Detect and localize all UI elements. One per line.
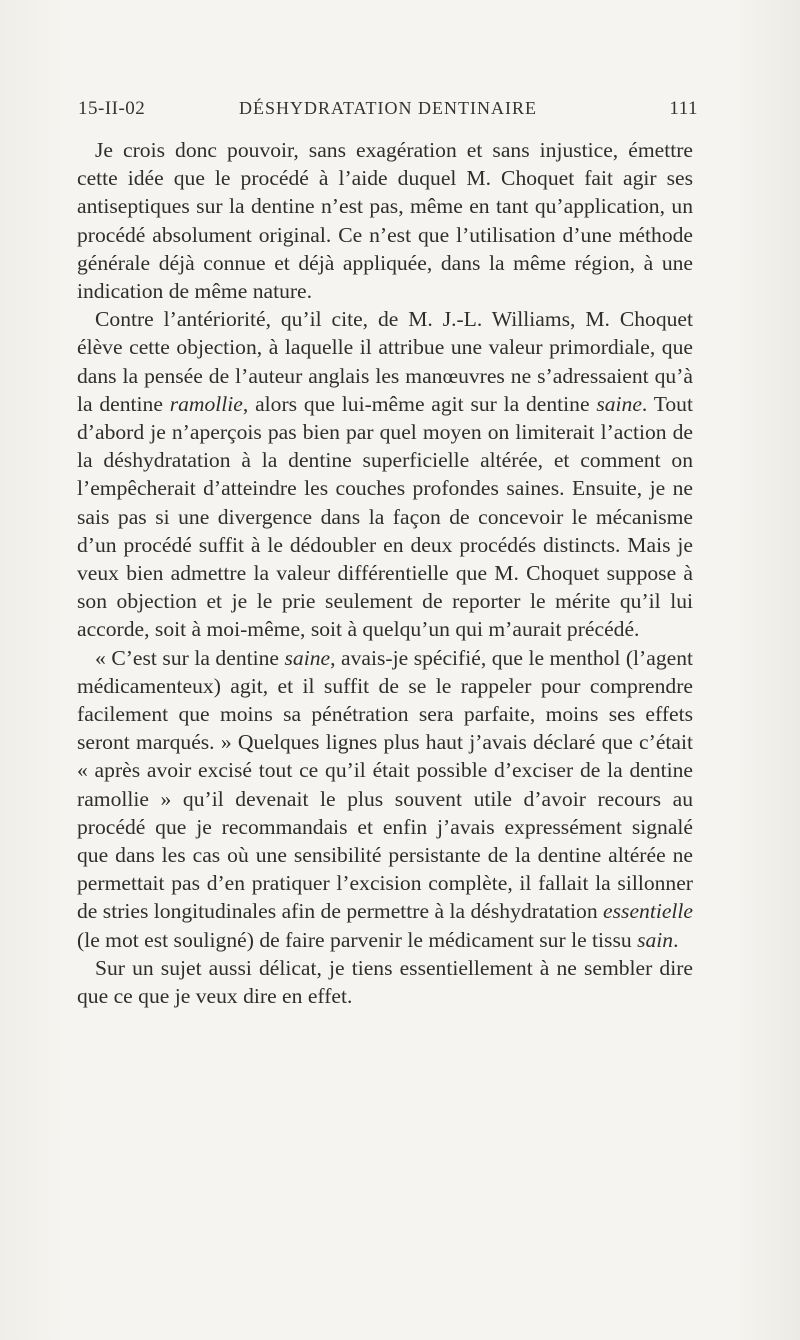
- paragraph-1: [77, 136, 693, 305]
- paragraph-3-text-4: .: [673, 927, 679, 952]
- running-head-date: 15-II-02: [78, 98, 146, 119]
- paragraph-4: [77, 954, 693, 1010]
- running-head-title: DÉSHYDRATATION DENTINAIRE: [238, 98, 538, 118]
- paragraph-3-italic-essentielle: essentielle: [603, 899, 693, 924]
- paragraph-3-text-1: « C’est sur la dentine: [95, 645, 285, 670]
- paragraph-3-italic-saine: saine: [284, 645, 331, 670]
- paragraph-2-italic-saine: saine: [596, 391, 642, 416]
- body-text: [77, 136, 693, 1010]
- paragraph-2-italic-ramollie: ramollie: [169, 391, 243, 416]
- paragraph-1-text-1: Je crois donc pouvoir, sans exagération et sans injustice, émettre cette idée que le procédé à l’aide duquel M. Choquet fait agir ses antiseptiques sur la dentine n’est pas, même en tant qu’application, un procédé absolument original. Ce n’est que l’utilisation d’une méthode générale déjà connue et déjà appliquée, dans la même région, à une indication de même nature.: [77, 138, 693, 304]
- paragraph-3: [77, 644, 693, 954]
- paragraph-4-text-1: Sur un sujet aussi délicat, je tiens essentiellement à ne sembler dire que ce que je veux dire en effet.: [77, 955, 693, 1009]
- paragraph-2-text-3: . Tout d’abord je n’aperçois pas bien par quel moyen on limiterait l’action de la déshydratation à la dentine superficielle altérée, et comment on l’empêcherait d’atteindre les couches profondes saines. Ensuite, je ne sais pas si une divergence dans la façon de concevoir le mécanisme d’un procédé suffit à le dédoubler en deux procédés distincts. Mais je veux bien admettre la valeur différentielle que M. Choquet suppose à son objection et je le prie seulement de reporter le mérite qu’il lui accorde, soit à moi-même, soit à quelqu’un qui m’aurait précédé.: [77, 391, 693, 642]
- paragraph-3-italic-sain: sain: [637, 927, 674, 952]
- paragraph-2: [77, 305, 693, 643]
- paragraph-2-text-2: , alors que lui-même agit sur la dentine: [242, 391, 597, 416]
- page-number: 111: [669, 98, 698, 119]
- paragraph-3-text-3: (le mot est souligné) de faire parvenir le médicament sur le tissu: [77, 927, 638, 952]
- paragraph-3-text-2: , avais-je spécifié, que le menthol (l’agent médicamenteux) agit, et il suffit de se le rappeler pour comprendre facilement que moins sa pénétration sera parfaite, moins ses effets seront marqués. » Quelques lignes plus haut j’avais déclaré que c’était « après avoir excisé tout ce qu’il était possible d’exciser de la dentine ramollie » qu’il devenait le plus souvent utile d’avoir recours au procédé que je recommandais et enfin j’avais expressément signalé que dans les cas où une sensibilité persistante de la dentine altérée ne permettait pas d’en pratiquer l’excision complète, il fallait la sillonner de stries longitudinales afin de permettre à la déshydratation: [77, 645, 693, 924]
- paragraph-2-text-1: Contre l’antériorité, qu’il cite, de M. J.-L. Williams, M. Choquet élève cette objection, à laquelle il attribue une valeur primordiale, que dans la pensée de l’auteur anglais les manœuvres ne s’adressaient qu’à la dentine: [77, 307, 693, 416]
- running-head: [78, 98, 698, 124]
